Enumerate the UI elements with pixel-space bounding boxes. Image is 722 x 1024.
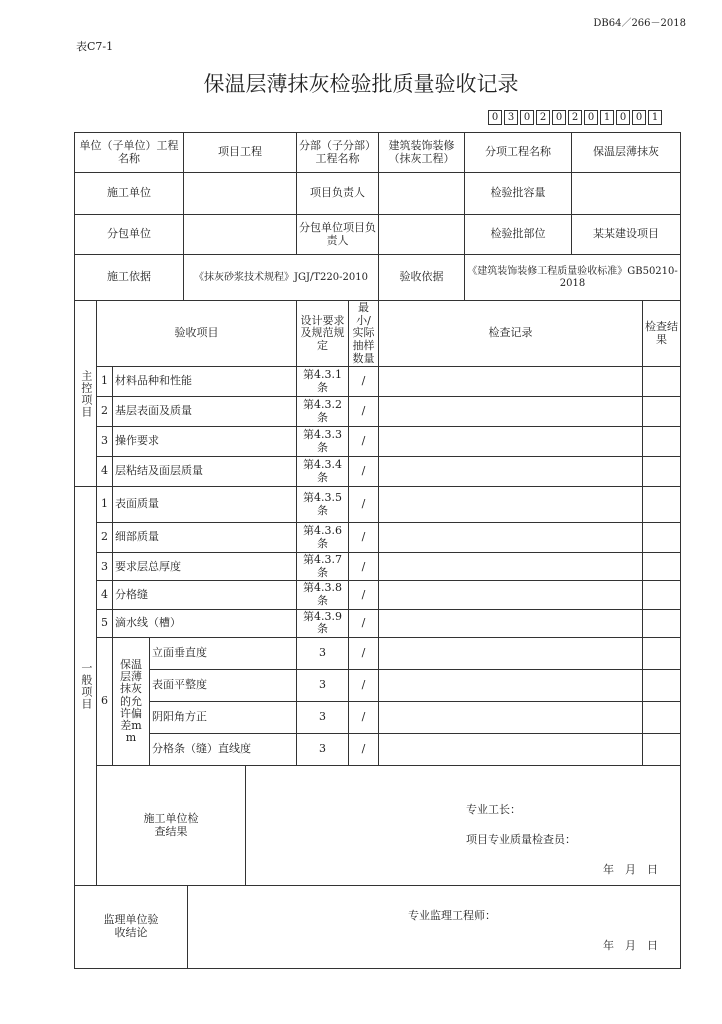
item-record: [379, 702, 643, 734]
item-record: [379, 487, 643, 523]
subcontractor-label: 分包单位: [75, 215, 184, 255]
item-record: [379, 427, 643, 457]
item-no: 4: [97, 457, 113, 487]
item-no: 3: [97, 427, 113, 457]
item-spec: 第4.3.3条: [297, 427, 349, 457]
col-item: 验收项目: [97, 301, 297, 367]
item-spec: 第4.3.4条: [297, 457, 349, 487]
item-record: [379, 670, 643, 702]
table-number: 表C7-1: [76, 40, 114, 53]
general-group-label: 一般项目: [75, 487, 97, 886]
item-sample: /: [349, 609, 379, 637]
code-digit: 0: [488, 110, 502, 125]
contractor-value: [184, 173, 297, 215]
code-digit: 0: [584, 110, 598, 125]
item-record: [379, 734, 643, 766]
item-no: 5: [97, 609, 113, 637]
division-label: 分部（子分部）工程名称: [297, 133, 379, 173]
tolerance-label: 保温层薄抹灰的允许偏差mm: [113, 638, 150, 766]
unit-label: 单位（子单位）工程名称: [75, 133, 184, 173]
item-spec: 第4.3.9条: [297, 609, 349, 637]
col-sample: 最小/实际抽样数量: [349, 301, 379, 367]
code-digit: 0: [520, 110, 534, 125]
main-group-label: 主控项目: [75, 301, 97, 487]
code-digit: 0: [632, 110, 646, 125]
table-row: [75, 581, 681, 609]
contractor-check-label: 施工单位检查结果: [97, 766, 246, 886]
table-row: [75, 638, 681, 670]
subitem-value: 保温层薄抹灰: [572, 133, 681, 173]
item-name: 材料品种和性能: [113, 367, 297, 397]
item-spec: 第4.3.6条: [297, 523, 349, 553]
tolerance-no: 6: [97, 638, 113, 766]
item-spec: 第4.3.7条: [297, 553, 349, 581]
table-row: [75, 609, 681, 637]
contractor-check-area: [246, 766, 681, 886]
form-title: 保温层薄抹灰检验批质量验收记录: [203, 72, 519, 96]
sub-pm-label: 分包单位项目负责人: [297, 215, 379, 255]
location-label: 检验批部位: [465, 215, 572, 255]
table-row: [75, 487, 681, 523]
foreman-label: 专业工长：: [466, 803, 521, 817]
item-spec: 第4.3.5条: [297, 487, 349, 523]
tolerance-sample: /: [349, 638, 379, 670]
item-result: [643, 427, 681, 457]
item-result: [643, 734, 681, 766]
supervisor-area: [188, 886, 681, 969]
item-no: 3: [97, 553, 113, 581]
item-result: [643, 553, 681, 581]
item-spec: 第4.3.2条: [297, 397, 349, 427]
item-name: 层粘结及面层质量: [113, 457, 297, 487]
item-name: 基层表面及质量: [113, 397, 297, 427]
tolerance-spec: 3: [297, 638, 349, 670]
table-row: [75, 734, 681, 766]
capacity-label: 检验批容量: [465, 173, 572, 215]
table-row: [75, 397, 681, 427]
item-result: [643, 670, 681, 702]
contractor-label: 施工单位: [75, 173, 184, 215]
item-spec: 第4.3.1条: [297, 367, 349, 397]
item-result: [643, 523, 681, 553]
item-record: [379, 609, 643, 637]
item-result: [643, 367, 681, 397]
table-row: [75, 523, 681, 553]
date-label-2: 年 月 日: [603, 939, 659, 953]
tolerance-spec: 3: [297, 670, 349, 702]
code-digit: 2: [568, 110, 582, 125]
tolerance-name: 立面垂直度: [150, 638, 297, 670]
table-row: [75, 427, 681, 457]
item-result: [643, 457, 681, 487]
code-digit: 0: [616, 110, 630, 125]
table-row: [75, 702, 681, 734]
subcontractor-value: [184, 215, 297, 255]
code-digit: 3: [504, 110, 518, 125]
col-spec: 设计要求及规范规定: [297, 301, 349, 367]
code-digit: 1: [648, 110, 662, 125]
col-result: 检查结果: [643, 301, 681, 367]
tolerance-spec: 3: [297, 702, 349, 734]
location-value: 某某建设项目: [572, 215, 681, 255]
item-sample: /: [349, 581, 379, 609]
item-spec: 第4.3.8条: [297, 581, 349, 609]
division-value: 建筑装饰装修（抹灰工程）: [379, 133, 465, 173]
item-no: 4: [97, 581, 113, 609]
code-digit: 1: [600, 110, 614, 125]
item-name: 操作要求: [113, 427, 297, 457]
item-name: 滴水线（槽）: [113, 609, 297, 637]
table-row: [75, 367, 681, 397]
capacity-value: [572, 173, 681, 215]
item-no: 1: [97, 367, 113, 397]
item-record: [379, 553, 643, 581]
item-sample: /: [349, 523, 379, 553]
table-row: [75, 457, 681, 487]
item-name: 表面质量: [113, 487, 297, 523]
acceptance-basis-value: 《建筑装饰装修工程质量验收标准》GB50210-2018: [465, 255, 681, 301]
item-name: 分格缝: [113, 581, 297, 609]
table-row: [75, 553, 681, 581]
item-record: [379, 367, 643, 397]
acceptance-basis-label: 验收依据: [379, 255, 465, 301]
item-name: 要求层总厚度: [113, 553, 297, 581]
code-digit: 2: [536, 110, 550, 125]
tolerance-sample: /: [349, 702, 379, 734]
item-result: [643, 487, 681, 523]
table-row: [75, 670, 681, 702]
pm-value: [379, 173, 465, 215]
tolerance-sample: /: [349, 734, 379, 766]
standard-number: DB64／266－2018: [593, 18, 686, 29]
basis-value: 《抹灰砂浆技术规程》JGJ/T220-2010: [184, 255, 379, 301]
item-sample: /: [349, 553, 379, 581]
item-result: [643, 702, 681, 734]
subitem-label: 分项工程名称: [465, 133, 572, 173]
item-no: 1: [97, 487, 113, 523]
pm-label: 项目负责人: [297, 173, 379, 215]
tolerance-name: 表面平整度: [150, 670, 297, 702]
item-result: [643, 397, 681, 427]
supervisor-label: 监理单位验收结论: [75, 886, 188, 969]
item-record: [379, 523, 643, 553]
item-result: [643, 638, 681, 670]
item-record: [379, 457, 643, 487]
item-record: [379, 397, 643, 427]
sub-pm-value: [379, 215, 465, 255]
item-result: [643, 609, 681, 637]
tolerance-spec: 3: [297, 734, 349, 766]
item-result: [643, 581, 681, 609]
supervisor-engineer-label: 专业监理工程师：: [408, 909, 496, 923]
tolerance-sample: /: [349, 670, 379, 702]
tolerance-name: 分格条（缝）直线度: [150, 734, 297, 766]
item-no: 2: [97, 523, 113, 553]
code-digit: 0: [552, 110, 566, 125]
item-no: 2: [97, 397, 113, 427]
col-record: 检查记录: [379, 301, 643, 367]
basis-label: 施工依据: [75, 255, 184, 301]
tolerance-name: 阴阳角方正: [150, 702, 297, 734]
item-record: [379, 638, 643, 670]
item-sample: /: [349, 487, 379, 523]
unit-value: 项目工程: [184, 133, 297, 173]
item-name: 细部质量: [113, 523, 297, 553]
date-label: 年 月 日: [603, 863, 659, 877]
inspection-form: [74, 132, 681, 969]
item-record: [379, 581, 643, 609]
item-sample: /: [349, 427, 379, 457]
item-sample: /: [349, 397, 379, 427]
item-sample: /: [349, 367, 379, 397]
inspector-label: 项目专业质量检查员：: [466, 833, 576, 847]
item-sample: /: [349, 457, 379, 487]
